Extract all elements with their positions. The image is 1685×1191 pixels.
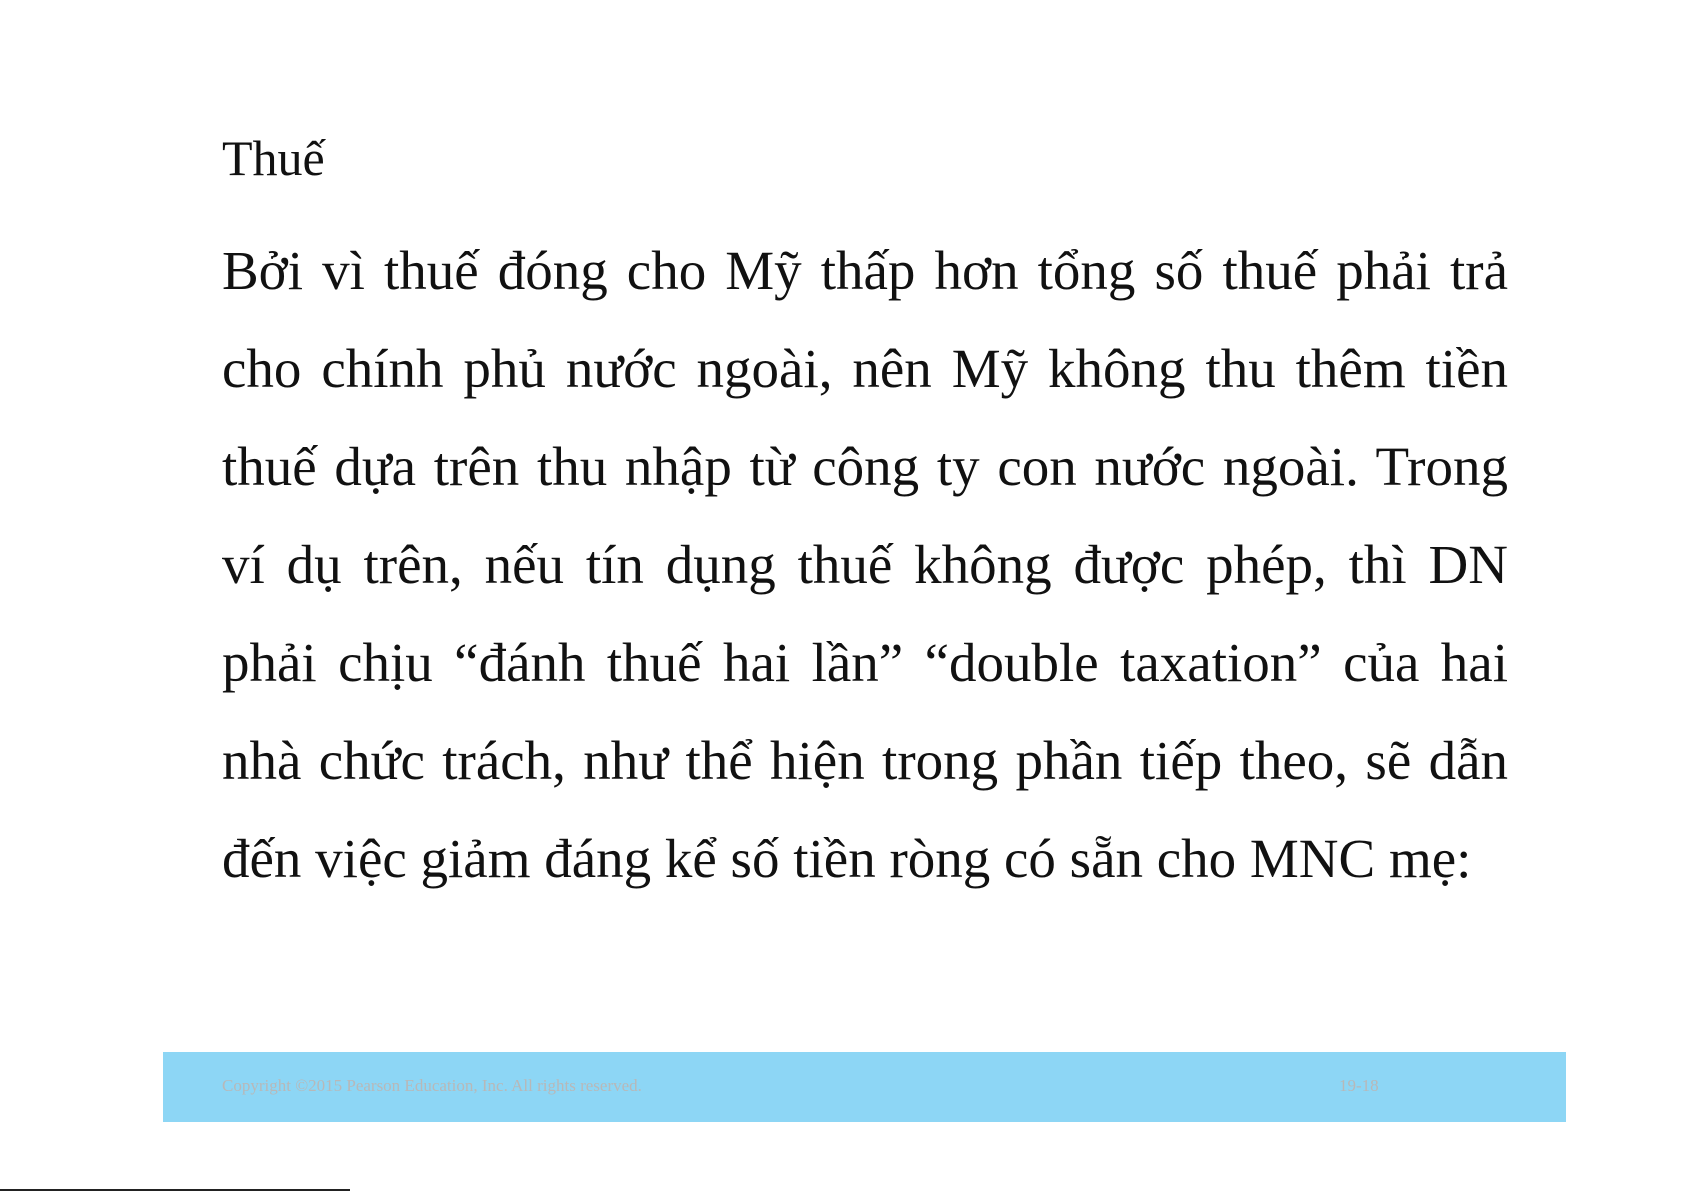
slide-body-text: Bởi vì thuế đóng cho Mỹ thấp hơn tổng số thuế phải trả cho chính phủ nước ngoài, nên Mỹ không thu thêm tiền thuế dựa trên thu nhập từ công ty con nước ngoài. Trong ví dụ trên, nếu tín dụng thuế không được phép, thì DN phải chịu “đánh thuế hai lần” “double taxation” của hai nhà chức trách, như thể hiện trong phần tiếp theo, sẽ dẫn đến việc giảm đáng kể số tiền ròng có sẵn cho MNC mẹ: [222, 240, 1508, 889]
footer-bar [163, 1052, 1566, 1122]
slide-page-number: 19-18 [1339, 1076, 1379, 1095]
footer-copyright: Copyright ©2015 Pearson Education, Inc. All rights reserved. [222, 1076, 642, 1095]
slide-title: Thuế [222, 130, 325, 186]
